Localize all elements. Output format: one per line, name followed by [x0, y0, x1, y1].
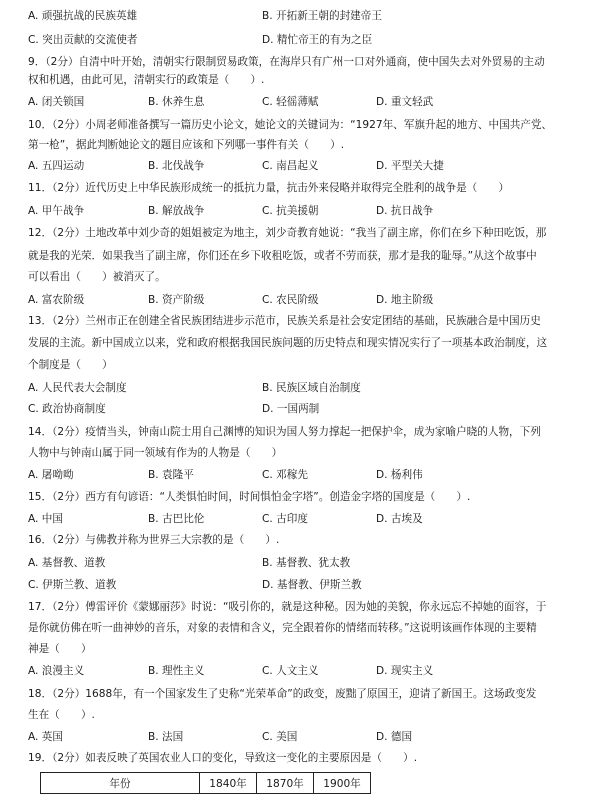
q9-option-d: D. 重文轻武 — [376, 96, 434, 108]
q13-option-d: D. 一国两制 — [262, 403, 320, 415]
q16-stem-line1: 16．（2分）与佛教并称为世界三大宗教的是（ ）. — [28, 534, 280, 546]
q13-option-b: B. 民族区域自治制度 — [262, 382, 361, 394]
q9-option-c: C. 轻徭薄赋 — [262, 96, 319, 108]
q11-option-c: C. 抗美援朝 — [262, 205, 319, 217]
q13-stem-line1: 13．（2分）兰州市正在创建全省民族团结进步示范市，民族关系是社会安定团结的基础，民族融合是中国历史 — [28, 315, 541, 327]
q17-option-d: D. 现实主义 — [376, 665, 434, 677]
top-option-b: B. 开拓新王朝的封建帝王 — [262, 10, 382, 22]
table-header-1870: 1870年 — [257, 773, 314, 794]
q11-stem-line1: 11．（2分）近代历史上中华民族形成统一的抵抗力量，抗击外来侵略并取得完全胜利的战争是（ ） — [28, 182, 510, 194]
q11-option-b: B. 解放战争 — [148, 205, 205, 217]
q10-option-d: D. 平型关大捷 — [376, 160, 444, 172]
q12-option-c: C. 农民阶级 — [262, 294, 319, 306]
top-option-a: A. 顽强抗战的民族英雄 — [28, 10, 138, 22]
table-header-year: 年份 — [41, 773, 200, 794]
q9-stem-line2: 权和机遇，由此可见，清朝实行的政策是（ ）. — [28, 74, 265, 86]
q12-stem-line1: 12．（2分）土地改革中刘少奇的姐姐被定为地主，刘少奇教育她说：“我当了副主席，你们在乡下种田吃饭，那 — [28, 227, 547, 239]
q14-option-b: B. 袁隆平 — [148, 469, 194, 481]
q18-option-a: A. 英国 — [28, 731, 63, 743]
q10-stem-line2: 第一枪”，据此判断她论文的题目应该和下列哪一事件有关（ ）. — [28, 139, 345, 151]
q15-option-d: D. 古埃及 — [376, 513, 423, 525]
q11-option-a: A. 甲午战争 — [28, 205, 85, 217]
q14-option-d: D. 杨利伟 — [376, 469, 423, 481]
q17-option-a: A. 浪漫主义 — [28, 665, 85, 677]
q14-stem-line1: 14．（2分）疫情当头，钟南山院士用自己渊博的知识为国人努力撑起一把保护伞，成为家喻户晓的人物，下列 — [28, 426, 541, 438]
q12-option-a: A. 富农阶级 — [28, 294, 85, 306]
q18-stem-line1: 18．（2分）1688年，有一个国家发生了史称“光荣革命”的政变，废黜了原国王，迎请了新国王。这场政变发 — [28, 688, 537, 700]
q16-option-c: C. 伊斯兰教、道教 — [28, 579, 117, 591]
q14-stem-line2: 人物中与钟南山属于同一领域有作为的人物是（ ） — [28, 447, 283, 459]
q15-option-c: C. 古印度 — [262, 513, 308, 525]
table-header-1900: 1900年 — [314, 773, 371, 794]
q17-option-b: B. 理性主义 — [148, 665, 205, 677]
q14-option-c: C. 邓稼先 — [262, 469, 308, 481]
q16-option-d: D. 基督教、伊斯兰教 — [262, 579, 362, 591]
q18-option-b: B. 法国 — [148, 731, 184, 743]
table-header-1840: 1840年 — [200, 773, 257, 794]
top-option-c: C. 突出贡献的交流使者 — [28, 34, 138, 46]
q10-option-b: B. 北伐战争 — [148, 160, 205, 172]
q13-stem-line3: 个制度是（ ） — [28, 359, 113, 371]
q15-stem-line1: 15．（2分）西方有句谚语：“人类惧怕时间，时间惧怕金字塔”。创造金字塔的国度是（ ）. — [28, 491, 471, 503]
q16-option-a: A. 基督教、道教 — [28, 557, 106, 569]
q18-stem-line2: 生在（ ）. — [28, 709, 95, 721]
q11-option-d: D. 抗日战争 — [376, 205, 434, 217]
top-option-d: D. 精忙帝王的有为之臣 — [262, 34, 373, 46]
q15-option-a: A. 中国 — [28, 513, 63, 525]
q9-stem-line1: 9．（2分）自清中叶开始，清朝实行限制贸易政策，在海岸只有广州一口对外通商，使中国失去对外贸易的主动 — [28, 56, 545, 68]
q17-option-c: C. 人文主义 — [262, 665, 319, 677]
q18-option-d: D. 德国 — [376, 731, 413, 743]
q12-option-d: D. 地主阶级 — [376, 294, 434, 306]
table-row — [41, 773, 371, 794]
q16-option-b: B. 基督教、犹太教 — [262, 557, 351, 569]
q14-option-a: A. 屠呦呦 — [28, 469, 74, 481]
q17-stem-line1: 17．（2分）傅雷评价《蒙娜丽莎》时说：“吸引你的，就是这种秘。因为她的美貌，你永远忘不掉她的面容，于 — [28, 601, 547, 613]
q13-stem-line2: 发展的主流。新中国成立以来，党和政府根据我国民族问题的历史特点和现实情况实行了一项基本政治制度，这 — [28, 337, 548, 349]
q10-stem-line1: 10．（2分）小周老师准备撰写一篇历史小论文，她论文的关键词为：“1927年、军旗升起的地方、中国共产党、 — [28, 119, 553, 131]
q10-option-c: C. 南昌起义 — [262, 160, 319, 172]
q10-option-a: A. 五四运动 — [28, 160, 85, 172]
q17-stem-line2: 是你就仿佛在听一曲神妙的音乐，对象的表情和含义，完全跟着你的情绪而转移。”这说明该画作体现的主要精 — [28, 622, 537, 634]
q15-option-b: B. 古巴比伦 — [148, 513, 205, 525]
q19-table — [40, 772, 371, 794]
q9-option-a: A. 闭关锁国 — [28, 96, 85, 108]
q13-option-a: A. 人民代表大会制度 — [28, 382, 127, 394]
q17-stem-line3: 神是（ ） — [28, 643, 92, 655]
q9-option-b: B. 休养生息 — [148, 96, 205, 108]
q13-option-c: C. 政治协商制度 — [28, 403, 106, 415]
q18-option-c: C. 美国 — [262, 731, 298, 743]
q12-option-b: B. 资产阶级 — [148, 294, 205, 306]
q12-stem-line2: 就是我的光荣．如果我当了副主席，你们还在乡下收租吃饭，或者不劳而获，那才是我的耻辱。”从这个故事中 — [28, 250, 537, 262]
q19-stem-line1: 19．（2分）如表反映了英国农业人口的变化，导致这一变化的主要原因是（ ）. — [28, 752, 418, 764]
q12-stem-line3: 可以看出（ ）被消灭了。 — [28, 271, 166, 283]
